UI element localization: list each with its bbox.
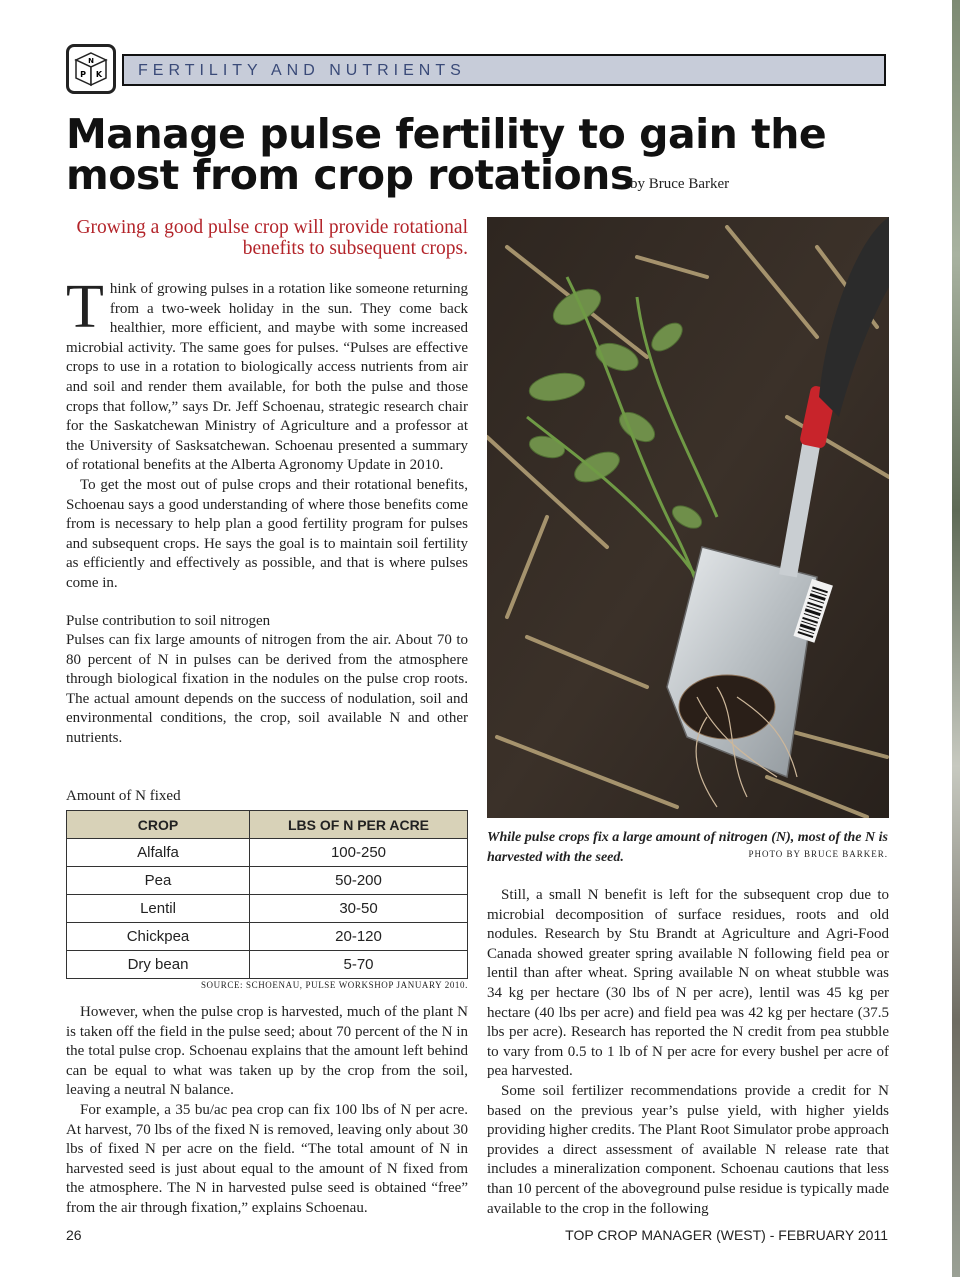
table-cell-crop: Chickpea <box>67 923 250 951</box>
page-edge-strip <box>952 0 960 1277</box>
photo-credit: PHOTO BY BRUCE BARKER. <box>748 849 888 859</box>
table-cell-crop: Dry bean <box>67 951 250 979</box>
table-row <box>67 867 468 895</box>
publication-footer: TOP CROP MANAGER (WEST) - FEBRUARY 2011 <box>565 1227 888 1243</box>
title-line-1: Manage pulse fertility to gain the <box>66 110 827 158</box>
table-caption: Amount of N fixed <box>66 788 181 804</box>
section-header <box>66 44 888 96</box>
table-row <box>67 839 468 867</box>
right-column <box>487 886 889 1219</box>
title-line-2: most from crop rotations <box>66 151 634 199</box>
article-title <box>66 110 886 199</box>
dropcap: T <box>66 273 104 341</box>
left-column-top <box>66 273 468 749</box>
table-cell-value: 5-70 <box>250 951 468 979</box>
table-header-crop: CROP <box>67 811 250 839</box>
section-band <box>122 54 886 86</box>
table-cell-crop: Alfalfa <box>67 839 250 867</box>
paragraph-5: For example, a 35 bu/ac pea crop can fix 100 lbs of N per acre. At harvest, 70 lbs of the fixed N is removed, leaving only about 30 lbs of fixed N per acre on the field. “The total amount of N in harvested seed is just about equal to the amount of N fixed from the atmosphere. The N in harvested pulse seed is obtained “free” from the air through fixation,” explains Schoenau. <box>66 1101 468 1216</box>
paragraph-4: However, when the pulse crop is harvested, much of the plant N is taken off the field in the pulse seed; about 70 percent of the N in the total pulse crop. Schoenau explains that the amount left behind can be equal to what was taken up by the crop from the soil, leaving a neutral N balance. <box>66 1004 468 1099</box>
paragraph-r2: Some soil fertilizer recommendations provide a credit for N based on the previous year’s pulse yield, with higher yields providing higher credits. The Plant Root Simulator probe approach provides a direct assessment of available N release rate that includes a mineralization component. Schoenau cautions that less than 10 percent of the aboveground pulse residue is typically made available to the crop in the following <box>487 1082 889 1217</box>
table-cell-crop: Pea <box>67 867 250 895</box>
table-cell-value: 100-250 <box>250 839 468 867</box>
table-header-lbs: LBS OF N PER ACRE <box>250 811 468 839</box>
paragraph-1 <box>66 273 468 476</box>
npk-cube-icon <box>66 44 116 94</box>
table-row <box>67 951 468 979</box>
svg-text:N: N <box>88 57 94 65</box>
trowel-photo <box>487 217 889 818</box>
deck: Growing a good pulse crop will provide rotational benefits to subsequent crops. <box>76 217 468 259</box>
table-cell-value: 30-50 <box>250 895 468 923</box>
n-fixed-table <box>66 810 468 979</box>
left-column-bottom <box>66 1003 468 1219</box>
table-source: SOURCE: SCHOENAU, PULSE WORKSHOP JANUARY 2010. <box>200 980 468 990</box>
paragraph-1-text: hink of growing pulses in a rotation like someone returning from a two-week holiday in the sun. They come back healthier, more efficient, and maybe with some increased microbial activity. The same goes for pulses. “Pulses are effective crops to use in a rotation to biologically access nutrients from air and soil and render them available, for both the pulse and those crops that follow,” says Dr. Jeff Schoenau, strategic research chair for the Saskatchewan Ministry of Agriculture and a professor at the University of Sasksatchewan. Schoenau presented a summary of rotational benefits at the Alberta Agronomy Update in 2010. <box>66 281 468 474</box>
svg-text:P: P <box>80 70 86 79</box>
table-header-row <box>67 811 468 839</box>
table-row <box>67 923 468 951</box>
photo-caption: While pulse crops fix a large amount of nitrogen (N), most of the N is harvested with the seed. <box>487 830 888 865</box>
table-row <box>67 895 468 923</box>
table-cell-value: 50-200 <box>250 867 468 895</box>
table-cell-crop: Lentil <box>67 895 250 923</box>
paragraph-r1: Still, a small N benefit is left for the subsequent crop due to microbial decomposition of surface residues, roots and old nodules. Research by Stu Brandt at Agriculture and Agri-Food Canada showed greater spring available N following field pea or lentil than after wheat. Spring available N on wheat stubble was 34 kg per hectare (30 lbs of N per acre), lentil was 45 kg per hectare (40 lbs per acre) and field pea was 42 kg per hectare (37.5 lbs per acre). Research has reported the N credit from pea stubble to vary from 0.5 to 1 lb of N per acre for every bushel per acre of pea harvested. <box>487 887 889 1080</box>
paragraph-3: Pulses can fix large amounts of nitrogen from the air. About 70 to 80 percent of N in pulses can be derived from the atmosphere through biological fixation in the nodules on the pulse crop roots. The actual amount depends on the success of nodulation, soil and environmental conditions, the crop, soil available N and other nutrients. <box>66 632 468 747</box>
svg-text:K: K <box>95 70 103 79</box>
byline: by Bruce Barker <box>630 176 730 192</box>
table-cell-value: 20-120 <box>250 923 468 951</box>
paragraph-2: To get the most out of pulse crops and their rotational benefits, Schoenau says a good understanding of where those benefits come from is necessary to help plan a good fertility program for pulses and subsequent crops. He says the goal is to maintain soil fertility as efficiently and effectively as possible, and that is where pulses come in. <box>66 476 468 591</box>
section-label: FERTILITY AND NUTRIENTS <box>138 62 466 79</box>
subhead: Pulse contribution to soil nitrogen <box>66 612 271 629</box>
page-number: 26 <box>66 1227 82 1243</box>
